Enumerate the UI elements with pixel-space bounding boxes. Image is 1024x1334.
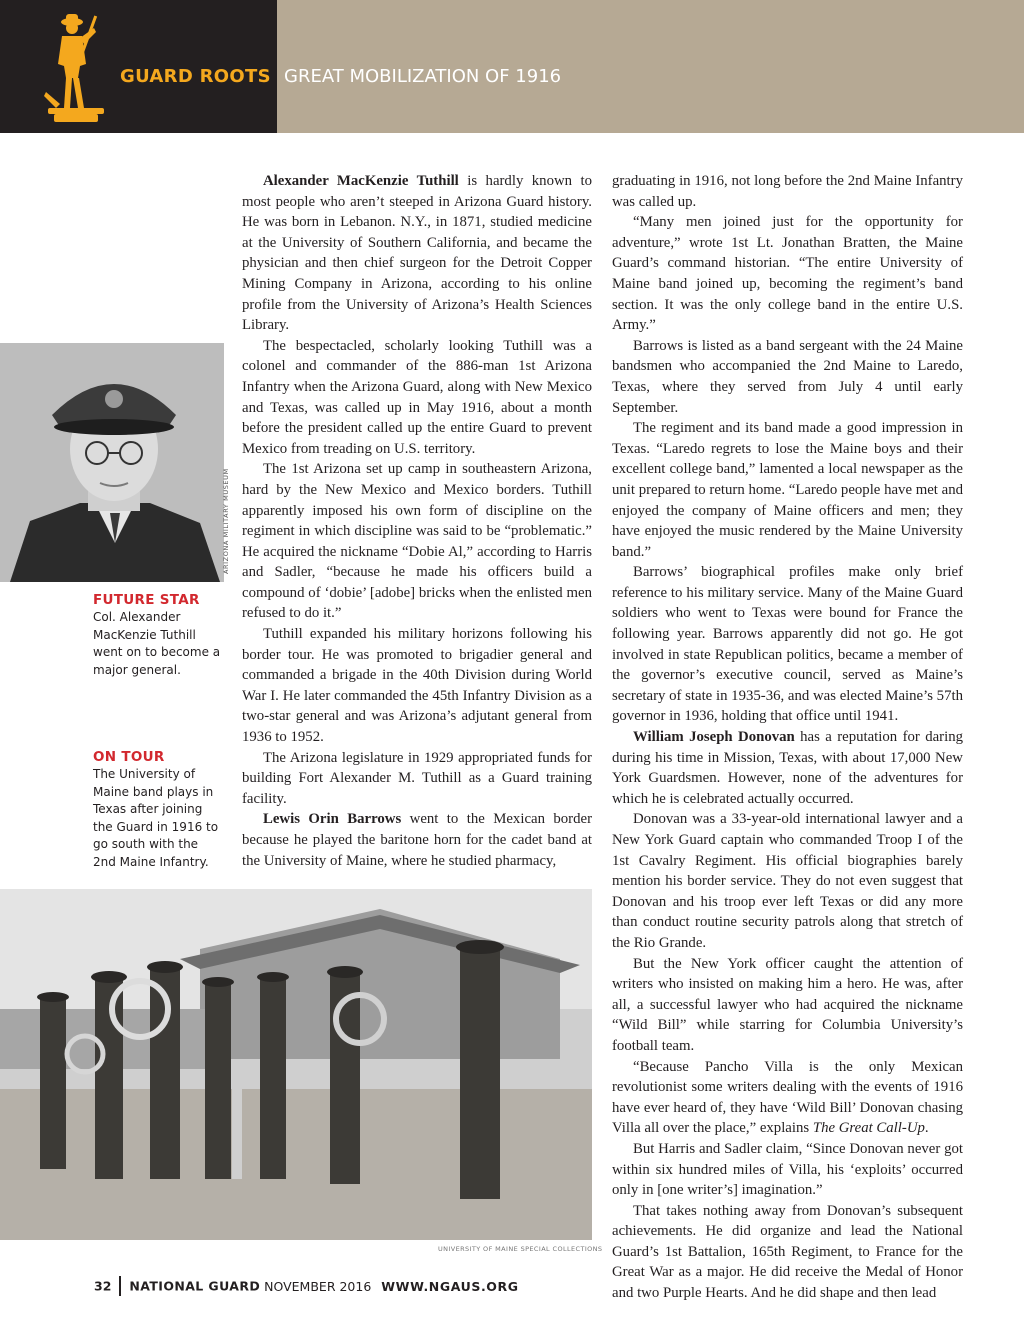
- band-illustration: [0, 889, 592, 1240]
- band-caption-text: The University of Maine band plays in Texas after joining the Guard in 1916 to go south with the 2nd Maine Infantry.: [93, 767, 219, 869]
- article-paragraph: “Many men joined just for the opportunity for adventure,” wrote 1st Lt. Jonathan Bratten, the Maine Guard’s command historian. “The entire University of Maine band joined up, becoming the regiment’s band section. It was the only college band in the entire U.S. Army.”: [612, 214, 963, 334]
- footer-divider: [119, 1276, 121, 1296]
- article-paragraph: The bespectacled, scholarly looking Tuthill was a colonel and commander of the 886-man 1st Arizona Infantry when the Arizona Guard, along with New Mexico and Texas, was called up in May 1916, about a month before the president called up the entire Guard to prevent Mexico from treading on U.S. territory.: [242, 337, 592, 457]
- article-paragraph: graduating in 1916, not long before the 2nd Maine Infantry was called up.: [612, 173, 963, 210]
- portrait-illustration: [0, 343, 224, 582]
- issue-date: NOVEMBER 2016: [264, 1278, 372, 1294]
- article-paragraph: The Arizona legislature in 1929 appropriated funds for building Fort Alexander M. Tuthill as a Guard training facility.: [242, 749, 592, 807]
- minuteman-icon: [40, 8, 112, 126]
- page-footer: [94, 1276, 519, 1296]
- section-label: GUARD ROOTS: [120, 66, 271, 87]
- subject-name: Lewis Orin Barrows: [263, 811, 402, 828]
- article-paragraph: That takes nothing away from Donovan’s subsequent achievements. He did organize and lead the National Guard’s 1st Battalion, 165th Regiment, to France for the Great War as a major. He did receive the Medal of Honor and two Purple Hearts. And he did shape and then lead: [612, 1202, 963, 1302]
- article-paragraph: Barrows’ biographical profiles make only brief reference to his military service. Many of the Maine Guard soldiers who went to Texas were bound for France the following year. Barrows apparently did not go. He got involved in state Republican politics, became a member of the governor’s executive council, served as Maine’s secretary of state in 1935-36, and was elected Maine’s 57th governor in 1936, holding that office until 1941.: [612, 564, 963, 725]
- article-paragraph: But Harris and Sadler claim, “Since Donovan never got within six hundred miles of Villa, his ‘exploits’ occurred only in [one writer’s] imagination.”: [612, 1140, 963, 1199]
- article-paragraph: The 1st Arizona set up camp in southeastern Arizona, hard by the New Mexico and Mexico borders. Tuthill apparently imposed his own form of discipline on the regiment in which discipline was said to be “problematic.” He acquired the nickname “Dobie Al,” according to Harris and Sadler, “because he made his officers build a compound of ‘dobie’ [adobe] bricks when the enlisted men refused to do it.”: [242, 461, 592, 622]
- maine-band-photo: [0, 889, 592, 1240]
- band-photo-credit: UNIVERSITY OF MAINE SPECIAL COLLECTIONS: [438, 1245, 603, 1253]
- article-paragraph: Barrows is listed as a band sergeant with the 24 Maine bandsmen who accompanied the 2nd Maine to Laredo, Texas, where they served from July 4 until early September.: [612, 337, 963, 416]
- article-paragraph: Donovan was a 33-year-old international lawyer and a New York Guard captain who commanded Troop I of the 1st Cavalry Regiment. His official biographies barely mention his border service. They do not even suggest that Donovan and his troop ever left Texas or did any more than conduct routine security patrols along that stretch of the Rio Grande.: [612, 811, 963, 951]
- portrait-photo-credit: ARIZONA MILITARY MUSEUM: [222, 468, 230, 574]
- subject-name: Alexander MacKenzie Tuthill: [263, 173, 459, 189]
- website-url[interactable]: WWW.NGAUS.ORG: [381, 1278, 519, 1294]
- portrait-caption-title: FUTURE STAR: [93, 592, 200, 608]
- article-column-middle: [242, 171, 592, 871]
- section-subtitle: GREAT MOBILIZATION OF 1916: [284, 66, 562, 87]
- article-paragraph: “Because Pancho Villa is the only Mexican revolutionist some writers dealing with the events of 1916 have ever heard of, they have ‘Wild Bill’ Donovan chasing Villa all over the place,” explains The Great Call-Up.: [612, 1058, 963, 1137]
- portrait-caption-text: Col. Alexander MacKenzie Tuthill went on to become a major general.: [93, 610, 221, 677]
- tuthill-portrait-photo: [0, 343, 224, 582]
- subject-name: William Joseph Donovan: [633, 729, 795, 746]
- page-number: 32: [94, 1278, 112, 1294]
- book-title: The Great Call-Up: [812, 1120, 925, 1137]
- article-paragraph: Tuthill expanded his military horizons following his border tour. He was promoted to brigadier general and commanded a brigade in the 40th Division during World War I. He later commanded the 45th Infantry Division as a two-star general and was Arizona’s adjutant general from 1936 to 1952.: [242, 626, 592, 746]
- article-column-right: [612, 171, 963, 1304]
- magazine-name: NATIONAL GUARD: [129, 1278, 261, 1294]
- article-paragraph: The regiment and its band made a good impression in Texas. “Laredo regrets to lose the Maine boys and their excellent college band,” lamented a local newspaper as the unit prepared to return home. “Laredo people have met and enjoyed the company of Maine officers and men; they have enjoyed the music rendered by the Maine University band.”: [612, 420, 963, 560]
- article-paragraph: Alexander MacKenzie Tuthill is hardly known to most people who aren’t steeped in Arizona Guard history. He was born in Lebanon. N.Y., in 1871, studied medicine at the University of Southern California, and became the physician and then chief surgeon for the Detroit Copper Mining Company in Arizona, according to his online profile from the University of Arizona’s Health Sciences Library.: [242, 173, 592, 334]
- band-caption-title: ON TOUR: [93, 749, 165, 765]
- article-paragraph: Lewis Orin Barrows went to the Mexican border because he played the baritone horn for the cadet band at the University of Maine, where he studied pharmacy,: [242, 811, 592, 869]
- article-paragraph: But the New York officer caught the attention of writers who insisted on making him a hero. He was, after all, a successful lawyer who had acquired the nickname “Wild Bill” while starring for Columbia University’s football team.: [612, 955, 963, 1054]
- article-paragraph: William Joseph Donovan has a reputation for daring during his time in Mission, Texas, with about 17,000 New York Guardsmen. However, none of the adventures for which he is celebrated actually occurred.: [612, 729, 963, 807]
